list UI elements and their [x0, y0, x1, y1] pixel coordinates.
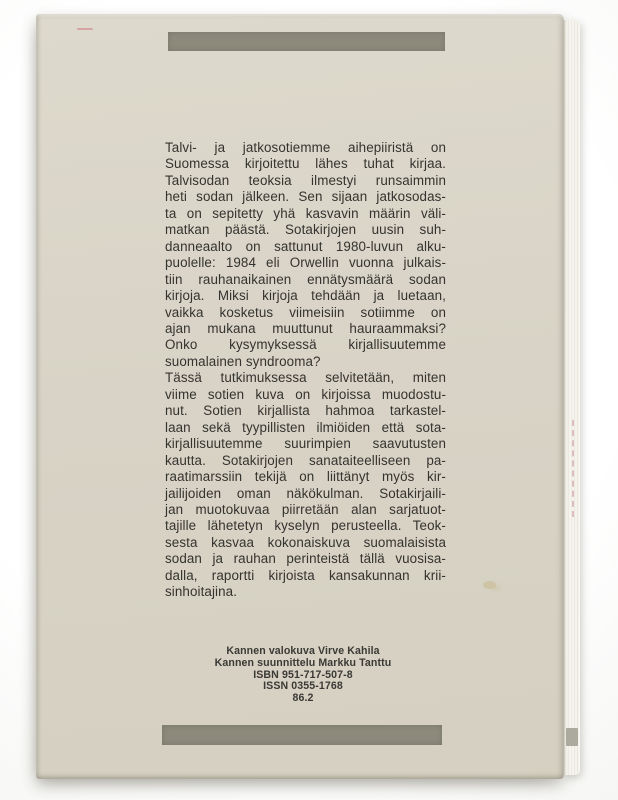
text-line: kirjoja. Miksi kirjoja tehdään ja luetaan, — [165, 288, 446, 304]
credit-line-design: Kannen suunnittelu Markku Tanttu — [214, 656, 392, 669]
text-line: kautta. Sotakirjojen sanataiteelliseen pa- — [165, 452, 446, 468]
bottom-gray-bar — [162, 725, 442, 745]
text-line: sesta kasvaa kokonaiskuva suomalaisista — [165, 534, 446, 550]
credit-line-isbn: ISBN 951-717-507-8 — [253, 668, 353, 681]
text-line: Suomessa kirjoitettu lähes tuhat kirjaa. — [165, 156, 446, 172]
credits-block — [163, 646, 443, 705]
text-line: danneaalto on sattunut 1980-luvun alku- — [165, 238, 446, 254]
credit-line-photo: Kannen valokuva Virve Kahila — [226, 645, 380, 657]
blurb-text — [165, 140, 446, 601]
text-line: nut. Sotien kirjallista hahmoa tarkastel- — [165, 403, 446, 419]
page-edge-marks — [572, 420, 574, 517]
text-line: vaikka kosketus viimeisiin sotiimme on — [165, 304, 446, 320]
text-line: matkan päästä. Sotakirjojen uusin suh- — [165, 222, 446, 238]
text-line: Talvisodan teoksia ilmestyi runsaimmin — [165, 172, 446, 188]
credit-line-issn: ISSN 0355-1768 — [263, 680, 343, 693]
page-edges — [564, 20, 580, 775]
text-line: dalla, raportti kirjoista kansakunnan krii- — [165, 567, 446, 583]
text-line: heti sodan jälkeen. Sen sijaan jatkosodas- — [165, 189, 446, 205]
text-line: Onko kysymyksessä kirjallisuutemme — [165, 337, 446, 353]
text-line: sinhoitajina. — [165, 584, 238, 600]
text-line: kirjallisuutemme suurimpien saavutusten — [165, 436, 446, 452]
text-line: laan sekä tyypillisten ilmiöiden että sota- — [165, 419, 446, 435]
text-line: puolelle: 1984 eli Orwellin vuonna julkais- — [165, 255, 446, 271]
text-line: Talvi- ja jatkosotiemme aihepiiristä on — [165, 140, 446, 155]
top-gray-bar — [168, 32, 445, 51]
stain-mark — [483, 581, 496, 589]
text-line: raatimarssiin tekijä on liittänyt myös kir- — [165, 469, 446, 485]
text-line: suomalainen syndrooma? — [165, 353, 321, 369]
cover-surface — [36, 14, 564, 779]
book-back-cover — [36, 14, 579, 779]
text-line: tiin rauhanaikainen ennätysmäärä sodan — [165, 271, 446, 287]
text-line: jan muotokuvaa piirretään alan sarjatuot- — [165, 501, 446, 517]
page-edge-gray-band — [566, 728, 578, 746]
text-line: viime sotien kuva on kirjoissa muodostu- — [165, 386, 446, 402]
text-line: Tässä tutkimuksessa selvitetään, miten — [165, 370, 446, 386]
text-line: ajan mukana muuttunut hauraammaksi? — [165, 320, 446, 336]
text-line: ta on sepitetty yhä kasvavin määrin väli- — [165, 205, 446, 221]
text-line: tajille lähetetyn kyselyn perusteella. Teok- — [165, 518, 446, 534]
text-line: jailijoiden oman näkökulman. Sotakirjaili- — [165, 485, 446, 501]
text-line: sodan ja rauhan perinteistä tällä vuosisa- — [165, 551, 446, 567]
credit-line-class: 86.2 — [292, 692, 314, 705]
scratch-mark — [77, 28, 93, 30]
